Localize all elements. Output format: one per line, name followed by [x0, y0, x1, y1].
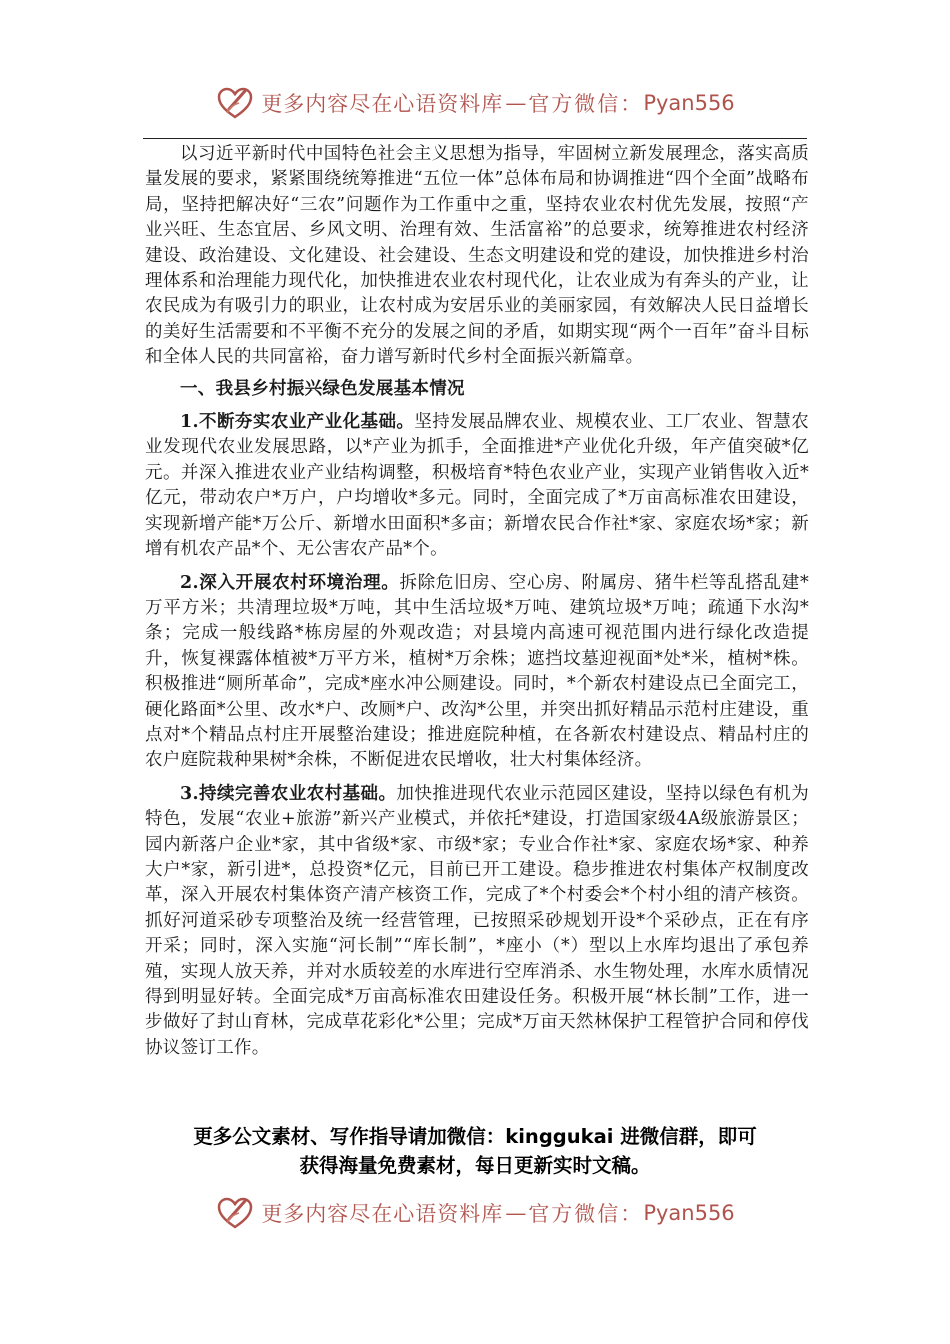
footer-watermark-wechat-label: 官方微信：: [528, 1202, 644, 1226]
item-text-3: 加快推进现代农业示范园区建设，坚持以绿色有机为特色，发展“农业+旅游”新兴产业模式，并依托*建设，打造国家级4A级旅游景区；园内新落户企业*家，其中省级*家、市级*家；专业合作社*家、家庭农场*家、种养大户*家，新引进*，总投资*亿元，目前已开工建设。稳步推进农村集体产权制度改革，深入开展农村集体资产清产核资工作，完成了*个村委会*个村小组的清产核资。抓好河道采砂专项整治及统一经营管理，已按照采砂规划开设*个采砂点，正在有序开采；同时，深入实施“河长制”“库长制”，*座小（*）型以上水库均退出了承包养殖，实现人放天养，并对水质较差的水库进行空库消杀、水生物处理，水库水质情况得到明显好转。全面完成*万亩高标准农田建设任务。积极开展“林长制”工作，进一步做好了封山育林，完成草花彩化*公里；完成*万亩天然林保护工程管护合同和停伐协议签订工作。: [145, 783, 809, 1058]
item-title-3: 3.持续完善农业农村基础。: [180, 783, 397, 804]
document-body: [145, 142, 809, 1069]
item-paragraph-2: [145, 571, 809, 774]
watermark-separator: —: [505, 91, 527, 115]
item-text-2: 拆除危旧房、空心房、附属房、猪牛栏等乱搭乱建*万平方米；共清理垃圾*万吨，其中生活垃圾*万吨、建筑垃圾*万吨；疏通下水沟*条；完成一般线路*栋房屋的外观改造；对县境内高速可视范围内进行绿化改造提升，恢复裸露体植被*万平方米，植树*万余株；遮挡坟墓迎视面*处*米，植树*株。积极推进“厕所革命”，完成*座水冲公厕建设。同时，*个新农村建设点已全面完工，硬化路面*公里、改水*户、改厕*户、改沟*公里，并突出抓好精品示范村庄建设，重点对*个精品点村庄开展整治建设；推进庭院种植，在各新农村建设点、精品村庄的农户庭院栽种果树*余株，不断促进农民增收，壮大村集体经济。: [145, 572, 809, 771]
watermark-wechat-id: Pyan556: [643, 91, 735, 115]
item-paragraph-3: [145, 782, 809, 1061]
item-title-2: 2.深入开展农村环境治理。: [180, 572, 400, 593]
footer-watermark-separator: —: [505, 1201, 527, 1225]
watermark-brand: 更多内容尽在心语资料库: [261, 92, 504, 116]
promo-line-2: 获得海量免费素材，每日更新实时文稿。: [299, 1154, 651, 1177]
intro-paragraph: 以习近平新时代中国特色社会主义思想为指导，牢固树立新发展理念，落实高质量发展的要求，紧紧围绕统筹推进“五位一体”总体布局和协调推进“四个全面”战略布局，坚持把解决好“三农”问题作为工作重中之重，坚持农业农村优先发展，按照“产业兴旺、生态宜居、乡风文明、治理有效、生活富裕”的总要求，统筹推进农村经济建设、政治建设、文化建设、社会建设、生态文明建设和党的建设，加快推进乡村治理体系和治理能力现代化，加快推进农业农村现代化，让农业成为有奔头的产业，让农民成为有吸引力的职业，让农村成为安居乐业的美丽家园，有效解决人民日益增长的美好生活需要和不平衡不充分的发展之间的矛盾，如期实现“两个一百年”奋斗目标和全体人民的共同富裕，奋力谱写新时代乡村全面振兴新篇章。: [145, 144, 809, 368]
promo-line-1: 更多公文素材、写作指导请加微信：kinggukai 进微信群，即可: [193, 1125, 757, 1148]
footer-watermark: [0, 1188, 950, 1238]
footer-watermark-brand: 更多内容尽在心语资料库: [261, 1202, 504, 1226]
footer-watermark-wechat-id: Pyan556: [643, 1201, 735, 1225]
header-rule: [143, 138, 807, 139]
item-paragraph-1: [145, 410, 809, 562]
promo-banner: [120, 1122, 830, 1180]
item-title-1: 1.不断夯实农业产业化基础。: [180, 412, 415, 433]
section-title: 一、我县乡村振兴绿色发展基本情况: [180, 378, 465, 399]
heart-pen-logo-icon: [215, 83, 255, 123]
header-watermark: [0, 78, 950, 128]
item-text-1: 坚持发展品牌农业、规模农业、工厂农业、智慧农业发现代农业发展思路，以*产业为抓手，全面推进*产业优化升级，年产值突破*亿元。并深入推进农业产业结构调整，积极培育*特色农业产业，实现产业销售收入近*亿元，带动农户*万户，户均增收*多元。同时，全面完成了*万亩高标准农田建设，实现新增产能*万公斤、新增水田面积*多亩；新增农民合作社*家、家庭农场*家；新增有机农产品*个、无公害农产品*个。: [145, 412, 809, 560]
watermark-wechat-label: 官方微信：: [528, 92, 644, 116]
heart-pen-logo-icon: [215, 1193, 255, 1233]
